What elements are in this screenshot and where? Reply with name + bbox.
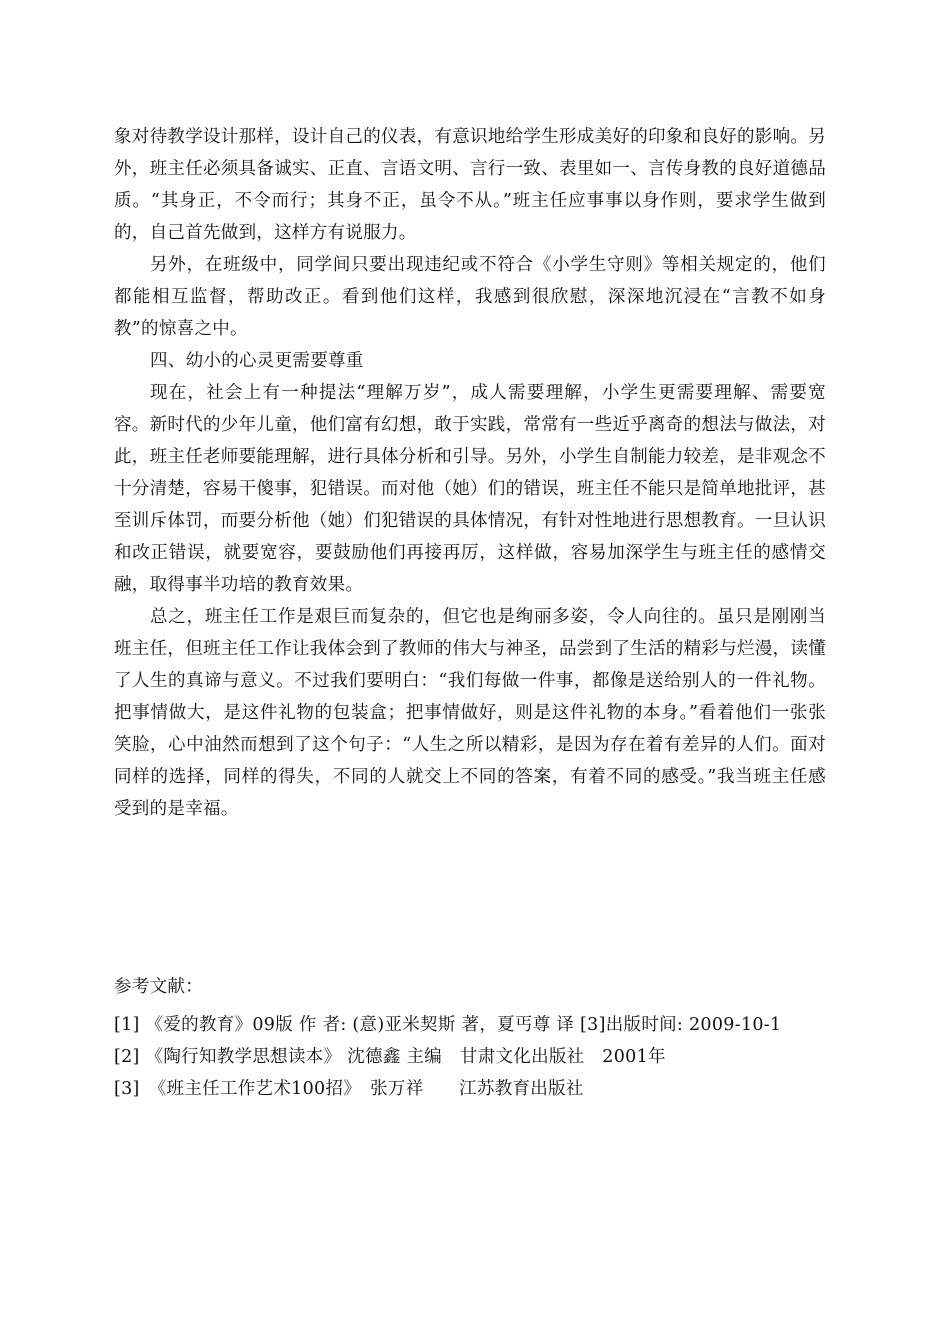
body-text	[114, 121, 826, 825]
section-heading: 四、幼小的心灵更需要尊重	[150, 351, 364, 371]
references-section	[114, 971, 826, 1105]
paragraph-conclusion: 总之，班主任工作是艰巨而复杂的，但它也是绚丽多姿，令人向往的。虽只是刚刚当班主任，但班主任工作让我体会到了教师的伟大与神圣，品尝到了生活的精彩与烂漫，读懂了人生的真谛与意义。不过我们要明白：“我们每做一件事，都像是送给别人的一件礼物。把事情做大，是这件礼物的包装盒；把事情做好，则是这件礼物的本身。”看着他们一张张笑脸，心中油然而想到了这个句子：“人生之所以精彩，是因为存在着有差异的人们。面对同样的选择，同样的得失，不同的人就交上不同的答案，有着不同的感受。”我当班主任感受到的是幸福。	[114, 607, 826, 819]
reference-item: [3] 《班主任工作艺术100招》 张万祥 江苏教育出版社	[114, 1079, 584, 1099]
reference-item: [2] 《陶行知教学思想读本》 沈德鑫 主编 甘肃文化出版社 2001年	[114, 1047, 666, 1067]
paragraph-continued: 象对待教学设计那样，设计自己的仪表，有意识地给学生形成美好的印象和良好的影响。另外，班主任必须具备诚实、正直、言语文明、言行一致、表里如一、言传身教的良好道德品质。“其身正，不令而行；其身不正，虽令不从。”班主任应事事以身作则，要求学生做到的，自己首先做到，这样方有说服力。	[114, 127, 826, 243]
paragraph-class-supervision: 另外，在班级中，同学间只要出现违纪或不符合《小学生守则》等相关规定的，他们都能相互监督，帮助改正。看到他们这样，我感到很欣慰，深深地沉浸在“言教不如身教”的惊喜之中。	[114, 255, 826, 339]
reference-item: [1] 《爱的教育》09版 作 者: (意)亚米契斯 著，夏丐尊 译 [3]出版时间: 2009-10-1	[114, 1015, 782, 1035]
references-title: 参考文献：	[114, 977, 203, 997]
paragraph-understanding: 现在，社会上有一种提法“理解万岁”，成人需要理解，小学生更需要理解、需要宽容。新时代的少年儿童，他们富有幻想，敢于实践，常常有一些近乎离奇的想法与做法，对此，班主任老师要能理解，进行具体分析和引导。另外，小学生自制能力较差，是非观念不十分清楚，容易干傻事，犯错误。而对他（她）们的错误，班主任不能只是简单地批评，甚至训斥体罚，而要分析他（她）们犯错误的具体情况，有针对性地进行思想教育。一旦认识和改正错误，就要宽容，要鼓励他们再接再厉，这样做，容易加深学生与班主任的感情交融，取得事半功培的教育效果。	[114, 383, 826, 595]
